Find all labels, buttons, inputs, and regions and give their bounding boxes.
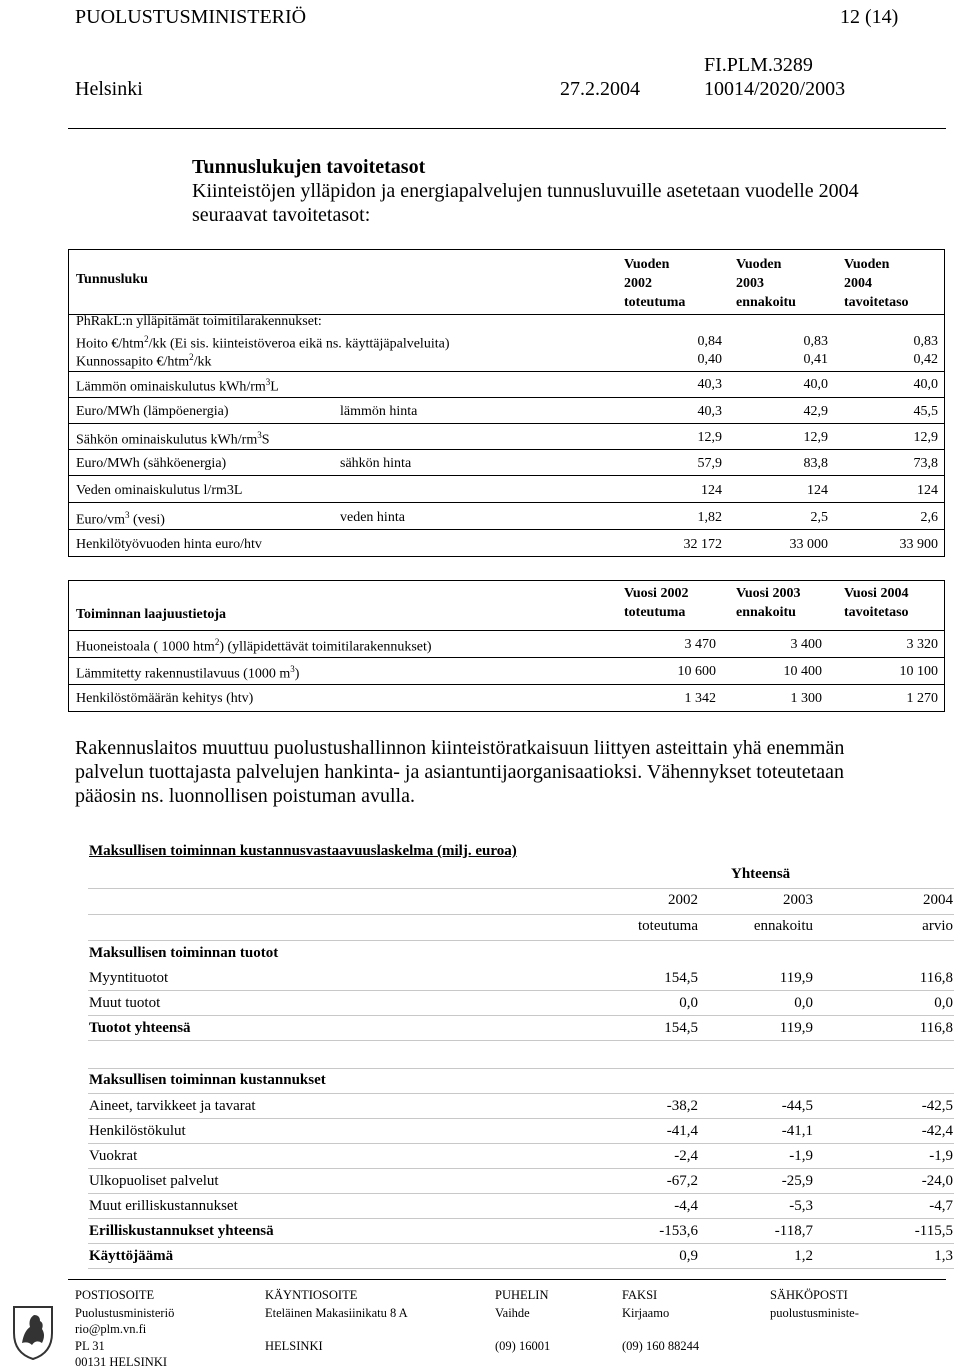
table2-column-label: Toiminnan laajuustietoja xyxy=(76,607,227,622)
cost-table-value: 1,2 xyxy=(794,1248,813,1264)
kind-header: arvio xyxy=(922,918,953,934)
header-city: Helsinki xyxy=(75,78,143,100)
cost-table-value: 0,9 xyxy=(679,1248,698,1264)
cost-table-row-label: Käyttöjäämä xyxy=(89,1248,174,1264)
cost-table-value: -44,5 xyxy=(781,1098,813,1114)
table1-value: 2,5 xyxy=(810,510,828,525)
footer-phone: (09) 16001 xyxy=(495,1339,551,1353)
table1-value: 40,3 xyxy=(697,404,722,419)
table1-header-2002: Vuoden 2002 toteutuma xyxy=(624,257,686,310)
cost-table-row-label: Vuokrat xyxy=(89,1148,138,1164)
footer-visiting: KÄYNTIOSOITE xyxy=(265,1288,358,1302)
footer-postal: 00131 HELSINKI xyxy=(75,1355,168,1369)
cost-table-value: -42,5 xyxy=(921,1098,953,1114)
footer-visiting: HELSINKI xyxy=(265,1339,323,1353)
table1-value: 0,40 xyxy=(697,352,722,367)
table2-header-2004: Vuosi 2004 tavoitetaso xyxy=(844,586,909,620)
superscript: 3 xyxy=(257,430,262,440)
table1-value: 83,8 xyxy=(803,456,828,471)
cost-table-value: -1,9 xyxy=(789,1148,813,1164)
table1-value: 40,0 xyxy=(803,377,828,392)
table1-value: 0,83 xyxy=(913,334,938,349)
header-divider xyxy=(68,128,946,129)
year-header: 2003 xyxy=(783,892,813,908)
year-header: 2004 xyxy=(923,892,953,908)
table2-value: 1 300 xyxy=(790,691,822,706)
footer-postal: rio@plm.vn.fi xyxy=(75,1322,147,1336)
table1-value: 33 000 xyxy=(789,537,828,552)
table1-value: 73,8 xyxy=(913,456,938,471)
table1-row-divider xyxy=(69,397,944,398)
table2-value: 3 470 xyxy=(684,637,716,652)
table1-value: 12,9 xyxy=(697,430,722,445)
table1-row-divider xyxy=(69,449,944,450)
header-date: 27.2.2004 xyxy=(560,78,640,100)
cost-table-value: 116,8 xyxy=(919,970,953,986)
cost-table-value: -67,2 xyxy=(666,1173,698,1189)
footer-email: puolustusministe- xyxy=(770,1306,859,1320)
footer-fax: (09) 160 88244 xyxy=(622,1339,700,1353)
table1-row-divider xyxy=(69,502,944,503)
table2-header-2003: Vuosi 2003 ennakoitu xyxy=(736,586,801,620)
table1-row-divider xyxy=(69,529,944,530)
lion-coat-of-arms-icon xyxy=(10,1303,56,1361)
grid-line xyxy=(88,888,954,889)
table1-row-divider xyxy=(69,423,944,424)
table1-row-price-label: veden hinta xyxy=(340,510,405,525)
cost-table-value: -5,3 xyxy=(789,1198,813,1214)
cost-table-value: -38,2 xyxy=(666,1098,698,1114)
cost-table-row-label: Muut erilliskustannukset xyxy=(89,1198,238,1214)
cost-table-row-label: Henkilöstökulut xyxy=(89,1123,186,1139)
grid-line xyxy=(88,1268,954,1269)
cost-table-value: 154,5 xyxy=(664,1020,698,1036)
cost-table-value: -118,7 xyxy=(774,1223,813,1239)
cost-section-title: Maksullisen toiminnan kustannukset xyxy=(89,1072,326,1088)
table1-value: 0,84 xyxy=(697,334,722,349)
cost-table-row-label: Ulkopuoliset palvelut xyxy=(89,1173,219,1189)
table1-value: 12,9 xyxy=(913,430,938,445)
table1-column-label: Tunnusluku xyxy=(76,272,148,287)
table1-row-divider xyxy=(69,475,944,476)
table1-value: 0,83 xyxy=(803,334,828,349)
cost-table-value: -2,4 xyxy=(674,1148,698,1164)
table2-row-divider xyxy=(69,657,944,658)
cost-table-value: 0,0 xyxy=(679,995,698,1011)
cost-table-row-label: Erilliskustannukset yhteensä xyxy=(89,1223,274,1239)
superscript: 3 xyxy=(290,664,295,674)
grid-line xyxy=(88,1118,954,1119)
table1-group-label: PhRakL:n ylläpitämät toimitilarakennukset: xyxy=(76,314,322,329)
footer-postal: Puolustusministeriö xyxy=(75,1306,175,1320)
table2-value: 3 320 xyxy=(906,637,938,652)
cost-table-value: -1,9 xyxy=(929,1148,953,1164)
table1-row-label: Henkilötyövuoden hinta euro/htv xyxy=(76,537,262,552)
year-header: 2002 xyxy=(668,892,698,908)
grid-line xyxy=(88,1093,954,1094)
grid-line xyxy=(88,940,954,941)
table1-value: 40,3 xyxy=(697,377,722,392)
table2-value: 10 100 xyxy=(899,664,938,679)
table2-value: 3 400 xyxy=(790,637,822,652)
table1-value: 40,0 xyxy=(913,377,938,392)
paragraph-line-2: palvelun tuottajasta palvelujen hankinta- ja asiantuntijaorganisaatioksi. Vähennykset toteutetaan xyxy=(75,761,845,783)
table1-value: 0,42 xyxy=(913,352,938,367)
table1-value: 42,9 xyxy=(803,404,828,419)
cost-table-title: Maksullisen toiminnan kustannusvastaavuuslaskelma (milj. euroa) xyxy=(89,843,517,859)
grid-line xyxy=(88,1218,954,1219)
table1-value: 57,9 xyxy=(697,456,722,471)
table2-header-2002: Vuosi 2002 toteutuma xyxy=(624,586,689,620)
table2-value: 1 342 xyxy=(684,691,716,706)
superscript: 2 xyxy=(214,637,220,647)
table1-value: 0,41 xyxy=(803,352,828,367)
grid-line xyxy=(88,1068,954,1069)
table2-value: 10 600 xyxy=(677,664,716,679)
footer-fax: FAKSI xyxy=(622,1288,658,1302)
intro-line-1: Kiinteistöjen ylläpidon ja energiapalvelujen tunnusluvuille asetetaan vuodelle 2004 xyxy=(192,180,859,202)
table1-value: 2,6 xyxy=(920,510,938,525)
cost-table-value: -153,6 xyxy=(659,1223,698,1239)
table1-row-label: Euro/MWh (sähköenergia) xyxy=(76,456,227,471)
table1-row-price-label: lämmön hinta xyxy=(340,404,418,419)
table1-value: 124 xyxy=(807,483,828,498)
table1-row-divider xyxy=(69,371,944,372)
grid-line xyxy=(88,1243,954,1244)
footer-email: SÄHKÖPOSTI xyxy=(770,1288,848,1302)
table1-row-label: Sähkön ominaiskulutus kWh/$rm^3S$ xyxy=(76,430,270,448)
table1-row-label: Euro/MWh (lämpöenergia) xyxy=(76,404,229,419)
table1-value: 12,9 xyxy=(803,430,828,445)
intro-line-2: seuraavat tavoitetasot: xyxy=(192,204,371,226)
cost-table-value: -25,9 xyxy=(781,1173,813,1189)
reference-code: FI.PLM.3289 xyxy=(704,54,813,76)
cost-table-value: -24,0 xyxy=(921,1173,953,1189)
superscript: 2 xyxy=(189,352,194,362)
table2-value: 10 400 xyxy=(783,664,822,679)
grid-line xyxy=(88,1040,954,1041)
section-title: Tunnuslukujen tavoitetasot xyxy=(192,156,426,178)
document-number: 10014/2020/2003 xyxy=(704,78,846,100)
cost-table-value: 0,0 xyxy=(934,995,953,1011)
table2-row-label: Huoneistoala ( 1000 htm$^2$) (ylläpidettävät toimitilarakennukset) xyxy=(76,637,432,655)
footer-postal: PL 31 xyxy=(75,1339,105,1353)
table2-value: 1 270 xyxy=(906,691,938,706)
table1-value: 33 900 xyxy=(899,537,938,552)
grid-line xyxy=(88,990,954,991)
superscript: 3 xyxy=(265,377,271,387)
cost-table-row-label: Muut tuotot xyxy=(89,995,161,1011)
footer-phone: PUHELIN xyxy=(495,1288,549,1302)
paragraph-line-1: Rakennuslaitos muuttuu puolustushallinnon kiinteistöratkaisuun liittyen asteittain yhä enemmän xyxy=(75,737,845,759)
table1-header-2003: Vuoden 2003 ennakoitu xyxy=(736,257,796,310)
grid-line xyxy=(88,1143,954,1144)
table1-row-label: Euro/$vm^3$ (vesi) xyxy=(76,510,165,528)
cost-table-value: 119,9 xyxy=(779,970,813,986)
table1-value: 124 xyxy=(701,483,722,498)
grid-line xyxy=(88,1193,954,1194)
table1-value: 124 xyxy=(917,483,938,498)
grid-line xyxy=(88,1168,954,1169)
cost-table-value: 116,8 xyxy=(919,1020,953,1036)
footer-divider xyxy=(68,1279,946,1280)
cost-table-value: -115,5 xyxy=(914,1223,953,1239)
table1-row-label: Kunnossapito €/htm$^2$/kk xyxy=(76,352,212,370)
footer-visiting: Eteläinen Makasiinikatu 8 A xyxy=(265,1306,408,1320)
cost-table-row-label: Aineet, tarvikkeet ja tavarat xyxy=(89,1098,256,1114)
cost-table-value: -4,4 xyxy=(674,1198,698,1214)
table2-row-divider xyxy=(69,684,944,685)
cost-table-value: 154,5 xyxy=(664,970,698,986)
cost-table-row-label: Tuotot yhteensä xyxy=(89,1020,191,1036)
superscript: 2 xyxy=(144,334,149,344)
table2-row-label: Henkilöstömäärän kehitys (htv) xyxy=(76,691,254,706)
income-section-title: Maksullisen toiminnan tuotot xyxy=(89,945,279,961)
table2-header-divider xyxy=(69,630,944,631)
cost-table-value: -41,1 xyxy=(781,1123,813,1139)
kind-header: toteutuma xyxy=(638,918,698,934)
cost-table-value: 0,0 xyxy=(794,995,813,1011)
cost-table-row-label: Myyntituotot xyxy=(89,970,169,986)
grid-line xyxy=(88,914,954,915)
grid-line xyxy=(88,1015,954,1016)
kind-header: ennakoitu xyxy=(753,918,813,934)
cost-table-value: -42,4 xyxy=(921,1123,953,1139)
footer-fax: Kirjaamo xyxy=(622,1306,670,1320)
superscript: 3 xyxy=(125,510,130,520)
cost-table-value: -4,7 xyxy=(929,1198,953,1214)
table1-row-label: Veden ominaiskulutus l/rm3L xyxy=(76,483,243,498)
ministry-name: PUOLUSTUSMINISTERIÖ xyxy=(75,6,307,28)
table1-row-label: Hoito €/htm$^2$/kk (Ei sis. kiinteistöveroa eikä ns. käyttäjäpalveluita) xyxy=(76,334,450,352)
table1-row-label: Lämmön ominaiskulutus kWh/$rm^3L$ xyxy=(76,377,279,395)
table1-value: 45,5 xyxy=(913,404,938,419)
footer-phone: Vaihde xyxy=(495,1306,530,1320)
cost-table-value: 1,3 xyxy=(934,1248,953,1264)
cost-table-value: -41,4 xyxy=(666,1123,698,1139)
table1-row-price-label: sähkön hinta xyxy=(340,456,412,471)
table1-value: 32 172 xyxy=(683,537,722,552)
table1-header-2004: Vuoden 2004 tavoitetaso xyxy=(844,257,909,310)
table1-value: 1,82 xyxy=(697,510,722,525)
table2-row-label: Lämmitetty rakennustilavuus (1000 $m^3$) xyxy=(76,664,300,682)
footer-postal: POSTIOSOITE xyxy=(75,1288,155,1302)
cost-table-total-label: Yhteensä xyxy=(731,866,791,882)
cost-table-value: 119,9 xyxy=(779,1020,813,1036)
page-number: 12 (14) xyxy=(840,6,899,28)
paragraph-line-3: pääosin ns. luonnollisen poistuman avulla. xyxy=(75,785,415,807)
